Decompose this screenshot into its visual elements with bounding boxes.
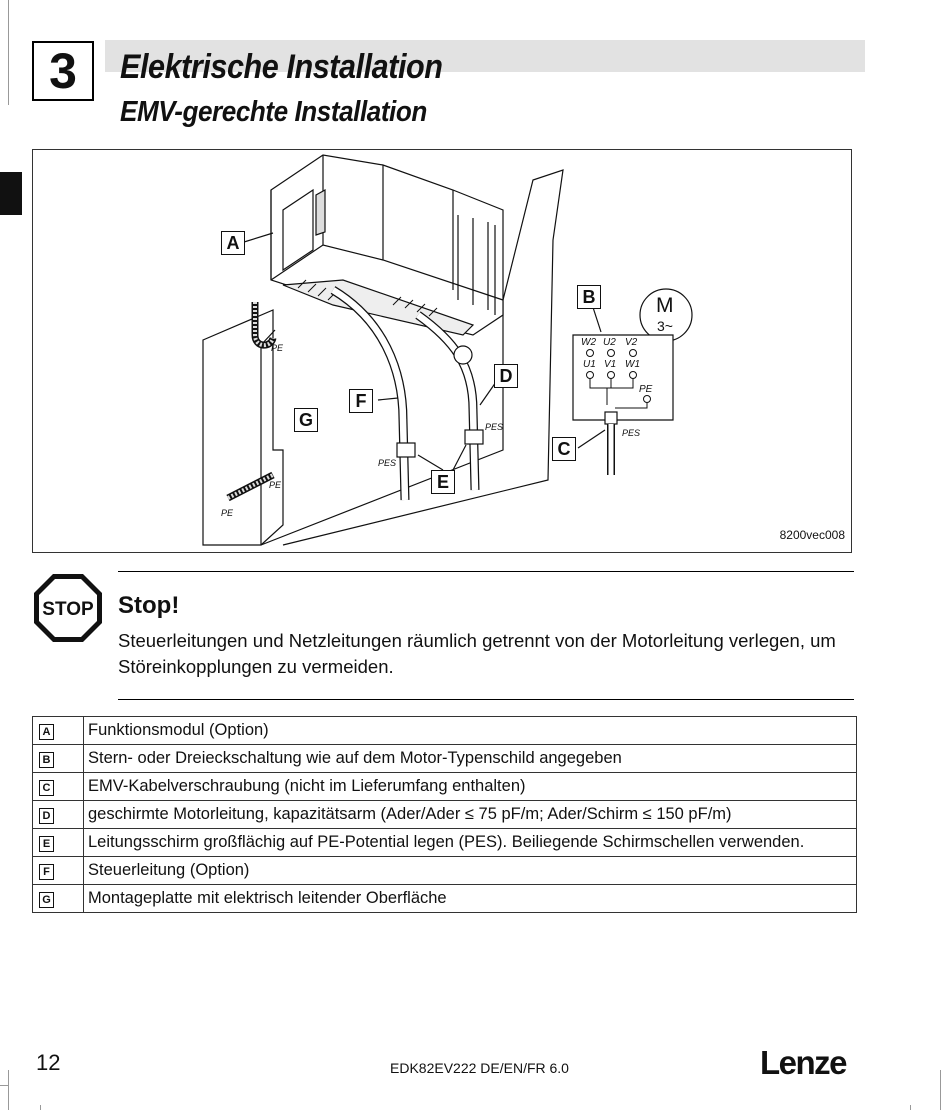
stop-icon-text: STOP (42, 599, 94, 620)
crop-mark (8, 0, 9, 105)
page-title: Elektrische Installation (120, 48, 443, 86)
table-row (33, 829, 857, 857)
chapter-side-tab (0, 172, 22, 215)
callout-a: A (221, 231, 245, 255)
terminal-label: PE (639, 384, 653, 395)
document-code: EDK82EV222 DE/EN/FR 6.0 (390, 1060, 569, 1076)
legend-key: F (39, 864, 54, 880)
legend-text: Montageplatte mit elektrisch leitender Oberfläche (84, 885, 857, 913)
motor-label: M (656, 294, 674, 317)
table-row (33, 885, 857, 913)
figure-reference: 8200vec008 (779, 528, 845, 542)
legend-text: geschirmte Motorleitung, kapazitätsarm (Ader/Ader ≤ 75 pF/m; Ader/Schirm ≤ 150 pF/m) (84, 801, 857, 829)
legend-key: C (39, 780, 54, 796)
pes-label: PES (622, 428, 641, 438)
legend-text: Stern- oder Dreieckschaltung wie auf dem Motor-Typenschild angegeben (84, 745, 857, 773)
legend-text: Funktionsmodul (Option) (84, 717, 857, 745)
table-row (33, 717, 857, 745)
table-row (33, 773, 857, 801)
motor-phase-label: 3~ (657, 318, 673, 334)
legend-key: E (39, 836, 54, 852)
table-row (33, 801, 857, 829)
page-subtitle: EMV-gerechte Installation (120, 96, 427, 128)
crop-mark (8, 1070, 9, 1110)
installation-figure (32, 149, 852, 553)
chapter-number: 3 (32, 41, 94, 101)
legend-key: D (39, 808, 54, 824)
callout-b: B (577, 285, 601, 309)
legend-text: Steuerleitung (Option) (84, 857, 857, 885)
crop-mark (0, 1085, 8, 1086)
pe-label: PE (269, 480, 282, 490)
terminal-label: V2 (625, 337, 638, 348)
legend-key: G (39, 892, 54, 908)
lenze-logo: Lenze (760, 1044, 847, 1081)
legend-key: B (39, 752, 54, 768)
terminal-label: W2 (581, 337, 596, 348)
stop-heading: Stop! (118, 592, 180, 619)
legend-text: EMV-Kabelverschraubung (nicht im Lieferumfang enthalten) (84, 773, 857, 801)
pe-label: PE (271, 343, 284, 353)
terminal-label: U2 (603, 337, 616, 348)
page-number: 12 (36, 1050, 61, 1075)
table-row (33, 857, 857, 885)
table-row (33, 745, 857, 773)
stop-text: Steuerleitungen und Netzleitungen räumlich getrennt von der Motorleitung verlegen, um Störeinkopplungen zu vermeiden. (118, 630, 836, 677)
pe-label: PE (221, 508, 234, 518)
legend-key: A (39, 724, 54, 740)
callout-e: E (431, 470, 455, 494)
crop-mark (940, 1070, 941, 1110)
legend-text: Leitungsschirm großflächig auf PE-Potential legen (PES). Beiliegende Schirmschellen verwenden. (84, 829, 857, 857)
callout-d: D (494, 364, 518, 388)
legend-table (32, 716, 857, 913)
callout-f: F (349, 389, 373, 413)
terminal-label: V1 (604, 359, 617, 370)
crop-mark (40, 1105, 41, 1110)
stop-icon (32, 572, 104, 644)
callout-c: C (552, 437, 576, 461)
stop-rule-top (118, 571, 854, 572)
callout-g: G (294, 408, 318, 432)
pes-label: PES (485, 422, 504, 432)
pes-label: PES (378, 458, 397, 468)
terminal-label: W1 (625, 359, 640, 370)
stop-rule-bottom (118, 699, 854, 700)
crop-mark (910, 1105, 911, 1110)
terminal-label: U1 (583, 359, 596, 370)
